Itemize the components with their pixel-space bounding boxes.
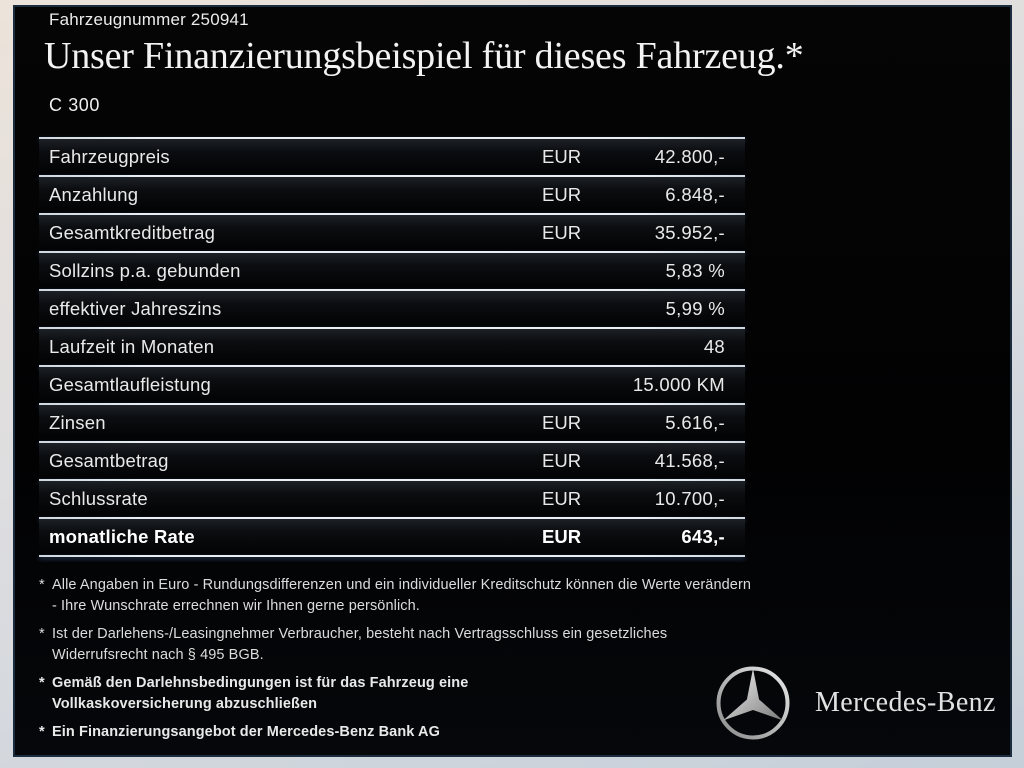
- row-value: 5,83 %: [665, 260, 725, 281]
- row-label: effektiver Jahreszins: [49, 298, 222, 319]
- row-label: Zinsen: [49, 412, 106, 433]
- row-label: Gesamtkreditbetrag: [49, 222, 216, 243]
- row-value: 41.568,-: [654, 450, 725, 471]
- table-row: [39, 405, 745, 441]
- row-label: Sollzins p.a. gebunden: [49, 260, 241, 281]
- footnotes: [39, 575, 769, 750]
- table-separator: [39, 555, 745, 557]
- table-row-monthly-rate: [39, 519, 745, 555]
- row-value: 643,-: [681, 526, 725, 547]
- row-value: 48: [703, 336, 725, 357]
- table-row: [39, 481, 745, 517]
- row-value: 42.800,-: [654, 146, 725, 167]
- row-currency: EUR: [542, 222, 582, 243]
- row-currency: EUR: [542, 488, 582, 509]
- row-value: 5,99 %: [665, 298, 725, 319]
- row-value: 5.616,-: [665, 412, 725, 433]
- table-row: [39, 367, 745, 403]
- footnote-marker: *: [39, 675, 45, 691]
- row-label: Gesamtlaufleistung: [49, 374, 211, 395]
- row-label: monatliche Rate: [49, 526, 195, 547]
- finance-sheet: [13, 5, 1012, 757]
- brand-wordmark: Mercedes-Benz: [815, 687, 996, 718]
- footnote-text: Ist der Darlehens-/Leasingnehmer Verbraucher, besteht nach Vertragsschluss ein gesetzliches Widerrufsrecht nach § 495 BGB.: [52, 626, 668, 663]
- vehicle-number: Fahrzeugnummer 250941: [49, 10, 249, 29]
- footnote-marker: *: [39, 626, 45, 642]
- footnote: [39, 673, 769, 715]
- table-row: [39, 329, 745, 365]
- table-row: [39, 291, 745, 327]
- model-name: C 300: [49, 95, 101, 115]
- row-label: Fahrzeugpreis: [49, 146, 170, 167]
- footnote: [39, 575, 769, 617]
- row-label: Gesamtbetrag: [49, 450, 169, 471]
- footnote-marker: *: [39, 724, 45, 740]
- table-row: [39, 215, 745, 251]
- row-label: Laufzeit in Monaten: [49, 336, 215, 357]
- table-row: [39, 177, 745, 213]
- row-value: 6.848,-: [665, 184, 725, 205]
- finance-table: [39, 137, 745, 557]
- row-label: Schlussrate: [49, 488, 148, 509]
- row-currency: EUR: [542, 412, 582, 433]
- footnote-marker: *: [39, 577, 45, 593]
- mercedes-star-icon: [713, 663, 793, 743]
- row-currency: EUR: [542, 146, 582, 167]
- footnote-text: Ein Finanzierungsangebot der Mercedes-Benz Bank AG: [52, 724, 440, 740]
- footnote: [39, 722, 769, 743]
- row-value: 15.000 KM: [632, 374, 725, 395]
- row-value: 35.952,-: [654, 222, 725, 243]
- footnote: [39, 624, 769, 666]
- row-label: Anzahlung: [49, 184, 139, 205]
- row-currency: EUR: [542, 526, 582, 547]
- page-title: Unser Finanzierungsbeispiel für dieses Fahrzeug.*: [44, 35, 804, 77]
- footnote-text: Alle Angaben in Euro - Rundungsdifferenzen und ein individueller Kreditschutz können die Werte verändern - Ihre Wunschrate errechnen wir Ihnen gerne persönlich.: [52, 577, 752, 614]
- brand-block: [713, 663, 996, 743]
- table-row: [39, 139, 745, 175]
- row-value: 10.700,-: [654, 488, 725, 509]
- footnote-text: Gemäß den Darlehnsbedingungen ist für das Fahrzeug eine Vollkaskoversicherung abzuschließen: [52, 675, 469, 712]
- row-currency: EUR: [542, 450, 582, 471]
- row-currency: EUR: [542, 184, 582, 205]
- table-row: [39, 443, 745, 479]
- table-row: [39, 253, 745, 289]
